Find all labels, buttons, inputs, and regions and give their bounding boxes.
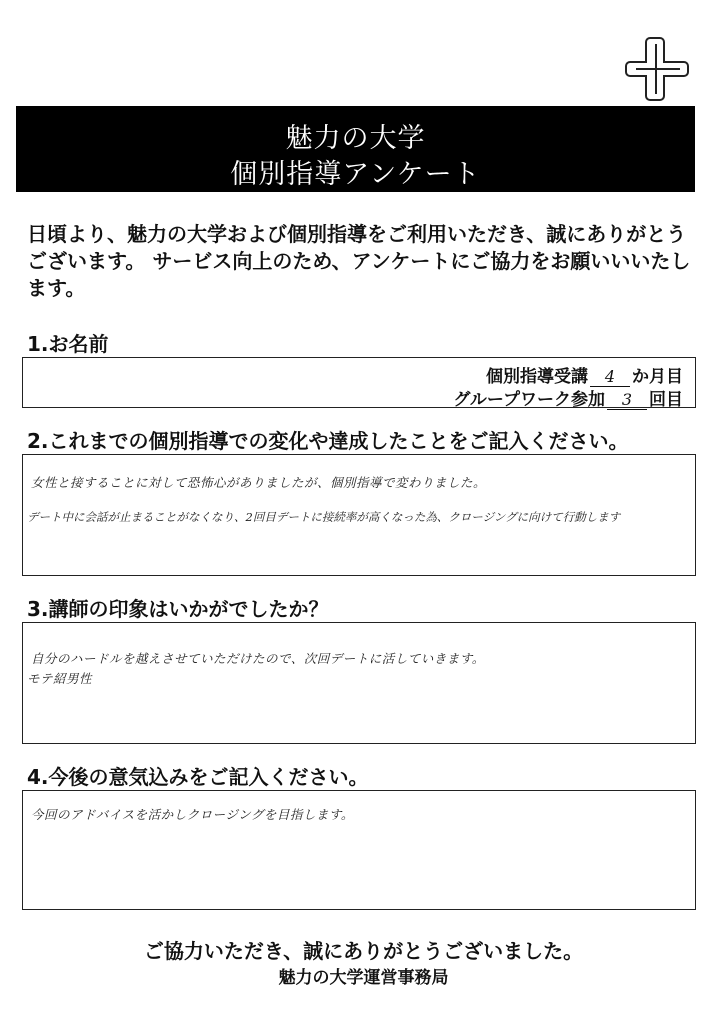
group-work-unit: 回目 [649,390,683,410]
q2-answer-line-2: デート中に会話が止まることがなくなり、2回目デートに接続率が高くなった為、クロージングに向けて行動します [27,510,621,524]
q3-answer-line-2: モテ紹男性 [27,671,93,686]
title-line-2: 個別指導アンケート [230,159,481,190]
q2-answer-line-1: 女性と接することに対して恐怖心がありましたが、個別指導で変わりました。 [31,475,487,490]
q3-answer-box[interactable] [22,622,696,744]
cross-logo-icon [622,34,692,104]
q2-answer-box[interactable] [22,454,696,576]
q2-heading: 2.これまでの個別指導での変化や達成したことをご記入ください。 [27,429,629,453]
q3-answer-line-1: 自分のハードルを越えさせていただけたので、次回デートに活していきます。 [31,651,485,666]
q3-heading: 3.講師の印象はいかがでしたか？ [27,597,329,621]
group-work-value[interactable]: 3 [607,390,647,410]
lesson-count-unit: か月目 [632,367,683,387]
group-work-label: グループワーク参加 [453,390,605,410]
q1-answer-box [22,357,696,408]
title-banner [16,106,695,192]
q4-heading: 4.今後の意気込みをご記入ください。 [27,765,369,789]
footer-office: 魅力の大学運営事務局 [278,968,449,988]
group-work-line [453,385,683,410]
q1-heading: 1.お名前 [27,332,109,356]
title-line-1: 魅力の大学 [285,123,426,154]
footer-thanks: ご協力いただき、誠にありがとうございました。 [143,939,584,963]
lesson-count-label: 個別指導受講 [486,367,588,387]
lesson-count-value[interactable]: 4 [590,367,630,387]
q4-answer-line-1: 今回のアドバイスを活かしクロージングを目指します。 [31,807,354,822]
q4-answer-box[interactable] [22,790,696,910]
intro-text: 日頃より、魅力の大学および個別指導をご利用いただき、誠にありがとうございます。 サービス向上のため、アンケートにご協力をお願いいいたします。 [27,222,691,300]
lesson-count-line [486,362,683,387]
